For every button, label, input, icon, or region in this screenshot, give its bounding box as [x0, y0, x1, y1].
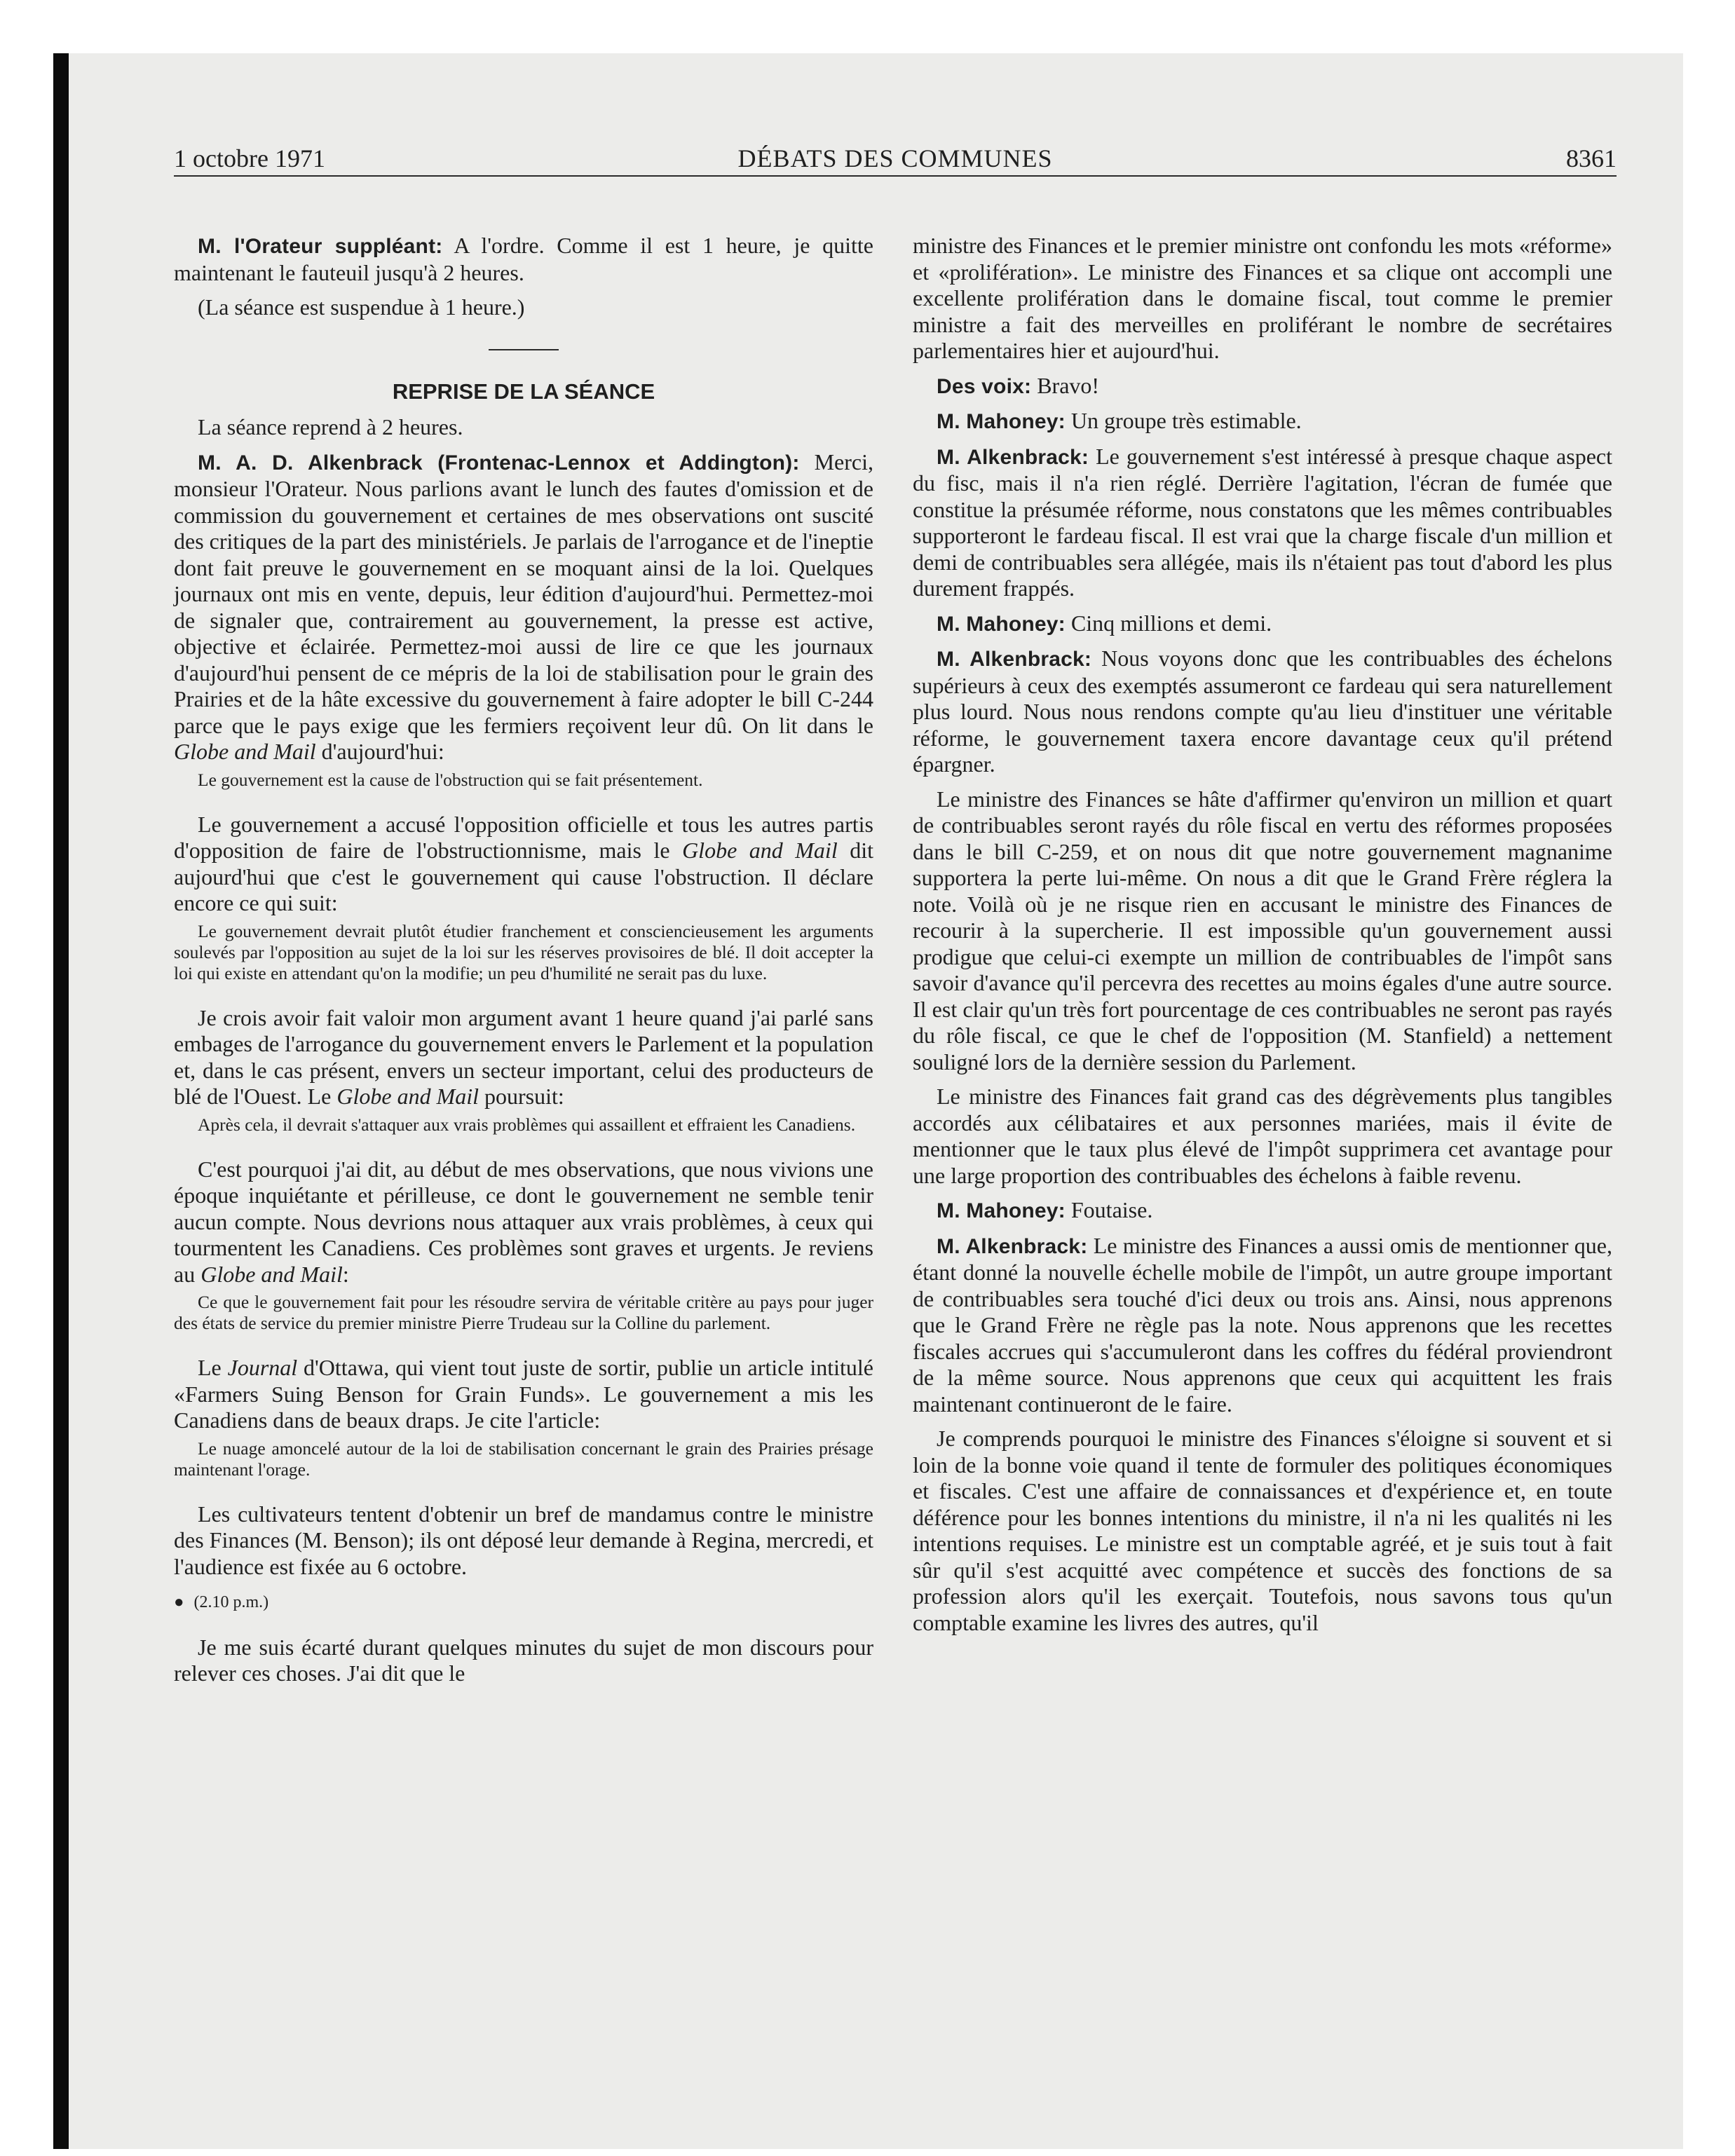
time-stamp: (2.10 p.m.) [193, 1593, 269, 1611]
block-quote: Le gouvernement est la cause de l'obstruction qui se fait présentement. [198, 769, 703, 790]
speech-text: Foutaise. [1065, 1197, 1153, 1222]
bullet-icon: ● [174, 1593, 184, 1611]
paragraph [174, 1157, 873, 1288]
speech-text: d'Ottawa, qui vient tout juste de sortir, publie un article intitulé «Farmers Suing Benson for Grain Funds». Le gouvernement a mis les Canadiens dans de beaux draps. Je cite l'article: [174, 1355, 874, 1433]
header-title: DÉBATS DES COMMUNES [737, 144, 1053, 172]
publication-name: Globe and Mail [174, 739, 316, 764]
speech-text: Le [198, 1355, 228, 1380]
right-column [913, 233, 1612, 1644]
speaker-name: M. Mahoney: [937, 410, 1066, 433]
block-quote: Le nuage amoncelé autour de la loi de stabilisation concernant le grain des Prairies présage maintenant l'orage. [174, 1438, 873, 1480]
section-divider [489, 349, 559, 350]
speech-text: Le gouvernement s'est intéressé à presque chaque aspect du fisc, mais il n'a rien réglé. Derrière l'agitation, l'écran de fumée que constitue la présumée réforme, nous constatons que les mêmes contribuables supporteront le fardeau fiscal. Il est vrai que la charge fiscale d'un million et demi de contribuables sera allégée, mais ils n'étaient pas tout d'abord les plus durement frappés. [913, 443, 1613, 601]
speech-text: Cinq millions et demi. [1065, 610, 1272, 636]
speech-text: Bravo! [1031, 372, 1100, 398]
paragraph: Je me suis écarté durant quelques minutes du sujet de mon discours pour relever ces choses. J'ai dit que le [174, 1634, 873, 1686]
publication-name: Globe and Mail [336, 1084, 479, 1109]
speech-text: : [342, 1261, 349, 1287]
paragraph: Je comprends pourquoi le ministre des Finances s'éloigne si souvent et si loin de la bonne voie quand il tente de formuler des politiques économiques et fiscales. C'est une affaire de connaissances et d'expérience et, en toute déférence pour les bonnes intentions du ministre, il n'a ni les qualités ni les intentions requises. Le ministre est un comptable agréé, et je suis tout à fait sûr qu'il s'est acquitté avec compétence et succès des fonctions de sa profession alors qu'il les exerçait. Toutefois, nous savons tous qu'un comptable examine les livres des autres, qu'il [913, 1426, 1612, 1635]
block-quote: Après cela, il devrait s'attaquer aux vrais problèmes qui assaillent et effraient les Canadiens. [198, 1114, 856, 1135]
speaker-name: M. l'Orateur suppléant: [198, 235, 443, 258]
paragraph [174, 449, 873, 765]
stage-direction: (La séance est suspendue à 1 heure.) [198, 294, 525, 320]
page-number: 8361 [1566, 144, 1617, 172]
paragraph: Les cultivateurs tentent d'obtenir un bref de mandamus contre le ministre des Finances (M. Benson); ils ont déposé leur demande à Regina, mercredi, et l'audience est fixée au 6 octobre. [174, 1501, 873, 1579]
publication-name: Journal [227, 1355, 298, 1380]
block-quote: Le gouvernement devrait plutôt étudier franchement et consciencieusement les arguments soulevés par l'opposition au sujet de la loi sur les réserves provisoires de blé. Il doit accepter la loi qui existe en attendant qu'on la modifie; un peu d'humilité ne serait pas du luxe. [174, 920, 873, 983]
time-marker [174, 1590, 873, 1616]
speaker-name: M. Alkenbrack: [937, 1234, 1088, 1258]
paragraph [913, 373, 1612, 400]
speech-text: Le ministre des Finances a aussi omis de mentionner que, étant donné la nouvelle échelle mobile de l'impôt, un autre groupe important de contribuables sera touché d'ici deux ou trois ans. Ainsi, nous apprenons que le Grand Frère ne règle pas la note. Nous apprenons que les recettes fiscales accrues qui s'accumuleront dans les coffres du fédéral proviendront de la même source. Nous apprenons que ceux qui acquittent les frais maintenant continueront de le faire. [913, 1232, 1612, 1417]
publication-name: Globe and Mail [200, 1261, 343, 1287]
speaker-name: M. A. D. Alkenbrack (Frontenac-Lennox et Addington): [198, 451, 800, 475]
speaker-name: M. Alkenbrack: [937, 445, 1089, 469]
speaker-name: M. Mahoney: [937, 612, 1066, 636]
header-date: 1 octobre 1971 [174, 144, 325, 172]
paragraph: Le ministre des Finances fait grand cas des dégrèvements plus tangibles accordés aux célibataires et aux personnes mariées, mais il évite de mentionner que le taux plus élevé de l'impôt supprimera cet avantage pour une large proportion des contribuables des échelons à faible revenu. [913, 1084, 1612, 1188]
speech-text: Un groupe très estimable. [1065, 408, 1302, 433]
speaker-name: M. Alkenbrack: [937, 648, 1092, 671]
paragraph [913, 1233, 1612, 1418]
stage-direction: La séance reprend à 2 heures. [198, 414, 463, 439]
speech-text: Je crois avoir fait valoir mon argument avant 1 heure quand j'ai parlé sans embages de l'arrogance du gouvernement envers le Parlement et la population et, dans le cas présent, envers un secteur important, celui des producteurs de blé de l'Ouest. Le [174, 1004, 873, 1109]
speech-text: Merci, monsieur l'Orateur. Nous parlions avant le lunch des fautes d'omission et de commission du gouvernement et certaines de mes observations ont suscité des critiques de la part des ministériels. Je parlais de l'arrogance et de l'ineptie dont fait preuve le gouvernement en se moquant ainsi de la loi. Quelques journaux ont mis en vente, depuis, leur édition d'aujourd'hui. Permettez-moi de signaler que, contrairement au gouvernement, la presse est active, objective et éclairée. Permettez-moi aussi de lire ce que les journaux d'aujourd'hui pensent de ce mépris de la loi de stabilisation pour le grain des Prairies et de la hâte excessive du gouvernement à faire adopter le bill C-244 parce que le pays exige que les fermiers reçoivent leur dû. On lit dans le [174, 449, 873, 738]
speech-text: A l'ordre. Comme il est 1 heure, je quitte maintenant le fauteuil jusqu'à 2 heures. [174, 233, 874, 285]
binding-edge [53, 53, 69, 2149]
paragraph [174, 1355, 873, 1434]
paragraph: ministre des Finances et le premier ministre ont confondu les mots «réforme» et «prolifération». Le ministre des Finances et sa clique ont accompli une excellente prolifération dans le domaine fiscal, tout comme le premier ministre a fait des merveilles en proliférant le nombre de secrétaires parlementaires hier et aujourd'hui. [913, 233, 1612, 363]
speech-text: Nous voyons donc que les contribuables des échelons supérieurs à ceux des exemptés assumeront ce fardeau qui sera naturellement plus lourd. Nous nous rendons compte qu'au lieu d'instituer une véritable réforme, le gouvernement taxera encore davantage ceux qu'il prétend épargner. [913, 646, 1613, 777]
left-column [174, 233, 873, 1696]
paragraph: Le ministre des Finances se hâte d'affirmer qu'environ un million et quart de contribuables seront rayés du rôle fiscal en vertu des réformes proposées dans le bill C-259, et on nous dit que notre gouvernement magnanime supportera la perte lui-même. On nous a dit que le Grand Frère réglera la note. Voilà où je ne risque rien en accusant le ministre des Finances de recourir à la supercherie. Il est impossible qu'un gouvernement aussi prodigue que celui-ci exempte un million de contribuables de l'impôt sans savoir d'avance qu'il percevra des recettes au moins égales d'une autre source. Il est clair qu'un très fort pourcentage de ces contribuables ne seront pas rayés du rôle fiscal, ce que le chef de l'opposition (M. Stanfield) a nettement souligné lors de la dernière session du Parlement. [913, 786, 1612, 1074]
speech-text: C'est pourquoi j'ai dit, au début de mes observations, que nous vivions une époque inquiétante et périlleuse, ce dont le gouvernement ne semble tenir aucun compte. Nous devrions nous attaquer aux vrais problèmes, à ceux qui tourmentent les Canadiens. Ces problèmes sont graves et urgents. Je reviens au [174, 1156, 873, 1287]
speech-text: d'aujourd'hui: [315, 739, 444, 764]
speech-text: Le gouvernement a accusé l'opposition officielle et tous les autres partis d'opposition de faire de l'obstructionnisme, mais le [174, 811, 873, 863]
paragraph [913, 444, 1612, 602]
paragraph [913, 408, 1612, 435]
speaker-name: Des voix: [937, 374, 1032, 398]
speaker-name: M. Mahoney: [937, 1199, 1066, 1222]
paragraph [913, 1197, 1612, 1224]
speech-text: dit aujourd'hui que c'est le gouvernement qui cause l'obstruction. Il déclare encore ce qui suit: [174, 838, 874, 915]
page-header [174, 143, 1617, 177]
block-quote: Ce que le gouvernement fait pour les résoudre servira de véritable critère au pays pour juger des états de service du premier ministre Pierre Trudeau sur la Colline du parlement. [174, 1292, 873, 1333]
section-heading: REPRISE DE LA SÉANCE [392, 378, 655, 404]
paragraph [913, 646, 1612, 778]
paragraph [174, 233, 873, 286]
paragraph [913, 610, 1612, 638]
publication-name: Globe and Mail [682, 838, 838, 863]
speech-text: poursuit: [479, 1084, 564, 1109]
paragraph [174, 1005, 873, 1110]
paragraph [174, 812, 873, 917]
